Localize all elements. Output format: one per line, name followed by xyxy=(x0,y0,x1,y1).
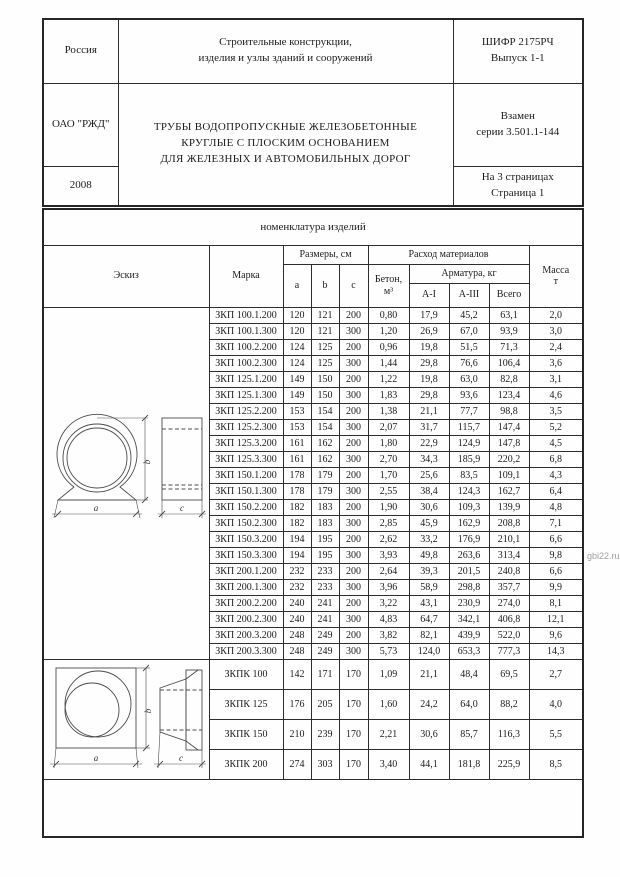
value-cell: 200 xyxy=(339,595,368,611)
table-row xyxy=(43,307,583,323)
value-cell: 121 xyxy=(311,307,339,323)
value-cell: 9,6 xyxy=(529,627,583,643)
mark-cell: ЗКП 150.3.300 xyxy=(209,547,283,563)
value-cell: 1,44 xyxy=(368,355,409,371)
value-cell: 26,9 xyxy=(409,323,449,339)
value-cell: 161 xyxy=(283,435,311,451)
mark-cell: ЗКП 200.2.300 xyxy=(209,611,283,627)
value-cell: 232 xyxy=(283,563,311,579)
sketch-round-pipe-flat-base xyxy=(43,307,209,659)
value-cell: 5,73 xyxy=(368,643,409,659)
mark-cell: ЗКП 150.2.300 xyxy=(209,515,283,531)
value-cell: 2,0 xyxy=(529,307,583,323)
value-cell: 124,0 xyxy=(409,643,449,659)
value-cell: 124,3 xyxy=(449,483,489,499)
value-cell: 0,80 xyxy=(368,307,409,323)
value-cell: 43,1 xyxy=(409,595,449,611)
value-cell: 200 xyxy=(339,403,368,419)
col-header-ai: А-I xyxy=(409,283,449,307)
value-cell: 3,1 xyxy=(529,371,583,387)
value-cell: 274,0 xyxy=(489,595,529,611)
value-cell: 200 xyxy=(339,563,368,579)
value-cell: 200 xyxy=(339,339,368,355)
value-cell: 240 xyxy=(283,595,311,611)
value-cell: 106,4 xyxy=(489,355,529,371)
value-cell: 21,1 xyxy=(409,659,449,689)
value-cell: 2,64 xyxy=(368,563,409,579)
value-cell: 125 xyxy=(311,355,339,371)
value-cell: 31,7 xyxy=(409,419,449,435)
value-cell: 232 xyxy=(283,579,311,595)
category-cell xyxy=(118,19,453,83)
col-header-total: Всего xyxy=(489,283,529,307)
value-cell: 4,0 xyxy=(529,689,583,719)
value-cell: 205 xyxy=(311,689,339,719)
value-cell: 300 xyxy=(339,611,368,627)
value-cell: 249 xyxy=(311,643,339,659)
value-cell: 88,2 xyxy=(489,689,529,719)
col-header-mark: Марка xyxy=(209,245,283,307)
svg-text:b: b xyxy=(142,459,153,465)
value-cell: 5,5 xyxy=(529,719,583,749)
value-cell: 233 xyxy=(311,579,339,595)
value-cell: 3,0 xyxy=(529,323,583,339)
col-header-rebar: Арматура, кг xyxy=(409,264,529,283)
value-cell: 83,5 xyxy=(449,467,489,483)
value-cell: 125 xyxy=(311,339,339,355)
value-cell: 115,7 xyxy=(449,419,489,435)
value-cell: 1,09 xyxy=(368,659,409,689)
category-line1: Строительные конструкции, xyxy=(219,36,352,49)
title-line1: ТРУБЫ ВОДОПРОПУСКНЫЕ ЖЕЛЕЗОБЕТОННЫЕ xyxy=(153,121,418,134)
section-title: номенклатура изделий xyxy=(43,209,583,245)
value-cell: 176,9 xyxy=(449,531,489,547)
country-cell: Россия xyxy=(43,19,118,83)
pages-line2: Страница 1 xyxy=(491,186,545,199)
value-cell: 3,96 xyxy=(368,579,409,595)
value-cell: 0,96 xyxy=(368,339,409,355)
value-cell: 200 xyxy=(339,627,368,643)
value-cell: 3,82 xyxy=(368,627,409,643)
col-header-aiii: А-III xyxy=(449,283,489,307)
value-cell: 2,07 xyxy=(368,419,409,435)
pipe-section-drawing-icon xyxy=(44,408,208,558)
value-cell: 7,1 xyxy=(529,515,583,531)
value-cell: 241 xyxy=(311,611,339,627)
value-cell: 200 xyxy=(339,371,368,387)
code-line1: ШИФР 2175РЧ xyxy=(481,36,554,49)
value-cell: 176 xyxy=(283,689,311,719)
mark-cell: ЗКП 125.3.300 xyxy=(209,451,283,467)
value-cell: 300 xyxy=(339,451,368,467)
value-cell: 44,1 xyxy=(409,749,449,779)
value-cell: 2,70 xyxy=(368,451,409,467)
value-cell: 357,7 xyxy=(489,579,529,595)
value-cell: 200 xyxy=(339,435,368,451)
value-cell: 67,0 xyxy=(449,323,489,339)
value-cell: 8,5 xyxy=(529,749,583,779)
col-header-sketch: Эскиз xyxy=(43,245,209,307)
value-cell: 19,8 xyxy=(409,371,449,387)
conical-pipe-drawing-icon xyxy=(44,660,208,778)
value-cell: 149 xyxy=(283,371,311,387)
category-line2: изделия и узлы зданий и сооружений xyxy=(198,52,373,65)
value-cell: 300 xyxy=(339,323,368,339)
value-cell: 64,7 xyxy=(409,611,449,627)
value-cell: 4,5 xyxy=(529,435,583,451)
value-cell: 51,5 xyxy=(449,339,489,355)
value-cell: 76,6 xyxy=(449,355,489,371)
value-cell: 116,3 xyxy=(489,719,529,749)
value-cell: 300 xyxy=(339,579,368,595)
value-cell: 14,3 xyxy=(529,643,583,659)
value-cell: 171 xyxy=(311,659,339,689)
value-cell: 5,2 xyxy=(529,419,583,435)
value-cell: 1,83 xyxy=(368,387,409,403)
value-cell: 24,2 xyxy=(409,689,449,719)
replaces-cell xyxy=(453,83,583,166)
value-cell: 3,6 xyxy=(529,355,583,371)
value-cell: 230,9 xyxy=(449,595,489,611)
value-cell: 19,8 xyxy=(409,339,449,355)
value-cell: 300 xyxy=(339,355,368,371)
value-cell: 147,8 xyxy=(489,435,529,451)
value-cell: 300 xyxy=(339,643,368,659)
code-line2: Выпуск 1-1 xyxy=(490,52,545,65)
value-cell: 2,21 xyxy=(368,719,409,749)
value-cell: 45,2 xyxy=(449,307,489,323)
value-cell: 1,70 xyxy=(368,467,409,483)
value-cell: 6,6 xyxy=(529,563,583,579)
value-cell: 77,7 xyxy=(449,403,489,419)
value-cell: 653,3 xyxy=(449,643,489,659)
value-cell: 49,8 xyxy=(409,547,449,563)
value-cell: 439,9 xyxy=(449,627,489,643)
value-cell: 2,85 xyxy=(368,515,409,531)
value-cell: 1,80 xyxy=(368,435,409,451)
nomenclature-table xyxy=(42,208,584,838)
mark-cell: ЗКП 200.3.200 xyxy=(209,627,283,643)
svg-text:a: a xyxy=(94,753,99,763)
value-cell: 30,6 xyxy=(409,719,449,749)
value-cell: 39,3 xyxy=(409,563,449,579)
value-cell: 248 xyxy=(283,643,311,659)
mark-cell: ЗКП 200.3.300 xyxy=(209,643,283,659)
value-cell: 179 xyxy=(311,467,339,483)
value-cell: 298,8 xyxy=(449,579,489,595)
value-cell: 6,8 xyxy=(529,451,583,467)
value-cell: 45,9 xyxy=(409,515,449,531)
value-cell: 170 xyxy=(339,659,368,689)
value-cell: 93,9 xyxy=(489,323,529,339)
value-cell: 194 xyxy=(283,547,311,563)
value-cell: 63,0 xyxy=(449,371,489,387)
value-cell: 2,62 xyxy=(368,531,409,547)
value-cell: 225,9 xyxy=(489,749,529,779)
value-cell: 6,6 xyxy=(529,531,583,547)
value-cell: 98,8 xyxy=(489,403,529,419)
value-cell: 120 xyxy=(283,323,311,339)
value-cell: 1,38 xyxy=(368,403,409,419)
value-cell: 162 xyxy=(311,435,339,451)
value-cell: 248 xyxy=(283,627,311,643)
value-cell: 178 xyxy=(283,483,311,499)
mark-cell: ЗКП 100.2.200 xyxy=(209,339,283,355)
value-cell: 121 xyxy=(311,323,339,339)
value-cell: 185,9 xyxy=(449,451,489,467)
mark-cell: ЗКП 200.1.300 xyxy=(209,579,283,595)
value-cell: 153 xyxy=(283,419,311,435)
value-cell: 263,6 xyxy=(449,547,489,563)
value-cell: 200 xyxy=(339,499,368,515)
empty-footer-row xyxy=(43,779,583,837)
value-cell: 170 xyxy=(339,749,368,779)
value-cell: 63,1 xyxy=(489,307,529,323)
value-cell: 777,3 xyxy=(489,643,529,659)
value-cell: 22,9 xyxy=(409,435,449,451)
value-cell: 29,8 xyxy=(409,355,449,371)
code-cell xyxy=(453,19,583,83)
value-cell: 154 xyxy=(311,419,339,435)
value-cell: 195 xyxy=(311,547,339,563)
value-cell: 178 xyxy=(283,467,311,483)
value-cell: 154 xyxy=(311,403,339,419)
col-header-concrete: Бетон, м³ xyxy=(368,264,409,307)
value-cell: 1,20 xyxy=(368,323,409,339)
value-cell: 342,1 xyxy=(449,611,489,627)
value-cell: 183 xyxy=(311,499,339,515)
value-cell: 1,22 xyxy=(368,371,409,387)
mark-cell: ЗКПК 200 xyxy=(209,749,283,779)
pages-cell xyxy=(453,166,583,206)
replaces-line1: Взамен xyxy=(500,109,535,122)
value-cell: 522,0 xyxy=(489,627,529,643)
mark-cell: ЗКПК 100 xyxy=(209,659,283,689)
value-cell: 48,4 xyxy=(449,659,489,689)
value-cell: 170 xyxy=(339,689,368,719)
value-cell: 4,8 xyxy=(529,499,583,515)
mark-cell: ЗКП 125.2.200 xyxy=(209,403,283,419)
value-cell: 300 xyxy=(339,547,368,563)
value-cell: 300 xyxy=(339,419,368,435)
value-cell: 1,90 xyxy=(368,499,409,515)
value-cell: 249 xyxy=(311,627,339,643)
svg-text:b: b xyxy=(143,708,154,714)
col-header-mass: Масса т xyxy=(529,245,583,307)
pages-line1: На 3 страницах xyxy=(481,170,554,183)
value-cell: 139,9 xyxy=(489,499,529,515)
title-line2: КРУГЛЫЕ С ПЛОСКИМ ОСНОВАНИЕМ xyxy=(181,137,390,150)
value-cell: 162,7 xyxy=(489,483,529,499)
value-cell: 274 xyxy=(283,749,311,779)
value-cell: 109,3 xyxy=(449,499,489,515)
value-cell: 195 xyxy=(311,531,339,547)
value-cell: 162 xyxy=(311,451,339,467)
value-cell: 33,2 xyxy=(409,531,449,547)
mark-cell: ЗКП 150.1.200 xyxy=(209,467,283,483)
value-cell: 30,6 xyxy=(409,499,449,515)
value-cell: 120 xyxy=(283,307,311,323)
value-cell: 85,7 xyxy=(449,719,489,749)
value-cell: 124 xyxy=(283,339,311,355)
org-cell: ОАО "РЖД" xyxy=(43,83,118,166)
mark-cell: ЗКП 100.2.300 xyxy=(209,355,283,371)
value-cell: 4,3 xyxy=(529,467,583,483)
value-cell: 93,6 xyxy=(449,387,489,403)
value-cell: 34,3 xyxy=(409,451,449,467)
value-cell: 303 xyxy=(311,749,339,779)
value-cell: 153 xyxy=(283,403,311,419)
value-cell: 109,1 xyxy=(489,467,529,483)
mark-cell: ЗКПК 150 xyxy=(209,719,283,749)
mark-cell: ЗКП 125.2.300 xyxy=(209,419,283,435)
value-cell: 210,1 xyxy=(489,531,529,547)
value-cell: 2,7 xyxy=(529,659,583,689)
col-header-materials: Расход материалов xyxy=(368,245,529,264)
value-cell: 82,8 xyxy=(489,371,529,387)
value-cell: 300 xyxy=(339,483,368,499)
value-cell: 210 xyxy=(283,719,311,749)
value-cell: 149 xyxy=(283,387,311,403)
value-cell: 8,1 xyxy=(529,595,583,611)
col-header-dimensions: Размеры, см xyxy=(283,245,368,264)
mark-cell: ЗКП 150.1.300 xyxy=(209,483,283,499)
value-cell: 300 xyxy=(339,515,368,531)
table-row xyxy=(43,659,583,689)
col-header-b: b xyxy=(311,264,339,307)
col-header-a: a xyxy=(283,264,311,307)
value-cell: 181,8 xyxy=(449,749,489,779)
value-cell: 4,83 xyxy=(368,611,409,627)
value-cell: 208,8 xyxy=(489,515,529,531)
value-cell: 82,1 xyxy=(409,627,449,643)
value-cell: 1,60 xyxy=(368,689,409,719)
svg-text:c: c xyxy=(179,753,184,763)
mark-cell: ЗКПК 125 xyxy=(209,689,283,719)
value-cell: 150 xyxy=(311,387,339,403)
year-cell: 2008 xyxy=(43,166,118,206)
value-cell: 123,4 xyxy=(489,387,529,403)
document-title xyxy=(118,83,453,206)
value-cell: 3,5 xyxy=(529,403,583,419)
value-cell: 179 xyxy=(311,483,339,499)
value-cell: 239 xyxy=(311,719,339,749)
value-cell: 12,1 xyxy=(529,611,583,627)
value-cell: 69,5 xyxy=(489,659,529,689)
value-cell: 182 xyxy=(283,515,311,531)
value-cell: 200 xyxy=(339,307,368,323)
value-cell: 124 xyxy=(283,355,311,371)
value-cell: 150 xyxy=(311,371,339,387)
value-cell: 300 xyxy=(339,387,368,403)
value-cell: 313,4 xyxy=(489,547,529,563)
value-cell: 201,5 xyxy=(449,563,489,579)
title-block-table xyxy=(42,18,584,207)
mark-cell: ЗКП 150.3.200 xyxy=(209,531,283,547)
value-cell: 241 xyxy=(311,595,339,611)
value-cell: 2,55 xyxy=(368,483,409,499)
mark-cell: ЗКП 100.1.300 xyxy=(209,323,283,339)
title-line3: ДЛЯ ЖЕЛЕЗНЫХ И АВТОМОБИЛЬНЫХ ДОРОГ xyxy=(160,153,411,166)
value-cell: 21,1 xyxy=(409,403,449,419)
value-cell: 161 xyxy=(283,451,311,467)
col-header-c: c xyxy=(339,264,368,307)
value-cell: 240,8 xyxy=(489,563,529,579)
value-cell: 194 xyxy=(283,531,311,547)
mark-cell: ЗКП 150.2.200 xyxy=(209,499,283,515)
value-cell: 4,6 xyxy=(529,387,583,403)
value-cell: 182 xyxy=(283,499,311,515)
value-cell: 147,4 xyxy=(489,419,529,435)
svg-text:a: a xyxy=(94,503,99,513)
mark-cell: ЗКП 200.1.200 xyxy=(209,563,283,579)
value-cell: 64,0 xyxy=(449,689,489,719)
value-cell: 220,2 xyxy=(489,451,529,467)
mark-cell: ЗКП 100.1.200 xyxy=(209,307,283,323)
value-cell: 240 xyxy=(283,611,311,627)
value-cell: 71,3 xyxy=(489,339,529,355)
value-cell: 162,9 xyxy=(449,515,489,531)
value-cell: 170 xyxy=(339,719,368,749)
watermark: gbi22.ru xyxy=(587,551,620,561)
value-cell: 3,22 xyxy=(368,595,409,611)
mark-cell: ЗКП 125.1.200 xyxy=(209,371,283,387)
mark-cell: ЗКП 125.1.300 xyxy=(209,387,283,403)
value-cell: 38,4 xyxy=(409,483,449,499)
value-cell: 233 xyxy=(311,563,339,579)
value-cell: 17,9 xyxy=(409,307,449,323)
value-cell: 3,40 xyxy=(368,749,409,779)
value-cell: 3,93 xyxy=(368,547,409,563)
value-cell: 6,4 xyxy=(529,483,583,499)
value-cell: 200 xyxy=(339,467,368,483)
value-cell: 9,9 xyxy=(529,579,583,595)
value-cell: 25,6 xyxy=(409,467,449,483)
sketch-conical-pipe-link xyxy=(43,659,209,779)
value-cell: 124,9 xyxy=(449,435,489,451)
mark-cell: ЗКП 125.3.200 xyxy=(209,435,283,451)
value-cell: 142 xyxy=(283,659,311,689)
mark-cell: ЗКП 200.2.200 xyxy=(209,595,283,611)
replaces-line2: серии 3.501.1-144 xyxy=(476,125,560,138)
value-cell: 183 xyxy=(311,515,339,531)
svg-text:c: c xyxy=(180,503,185,513)
value-cell: 406,8 xyxy=(489,611,529,627)
value-cell: 58,9 xyxy=(409,579,449,595)
value-cell: 200 xyxy=(339,531,368,547)
value-cell: 29,8 xyxy=(409,387,449,403)
value-cell: 9,8 xyxy=(529,547,583,563)
value-cell: 2,4 xyxy=(529,339,583,355)
